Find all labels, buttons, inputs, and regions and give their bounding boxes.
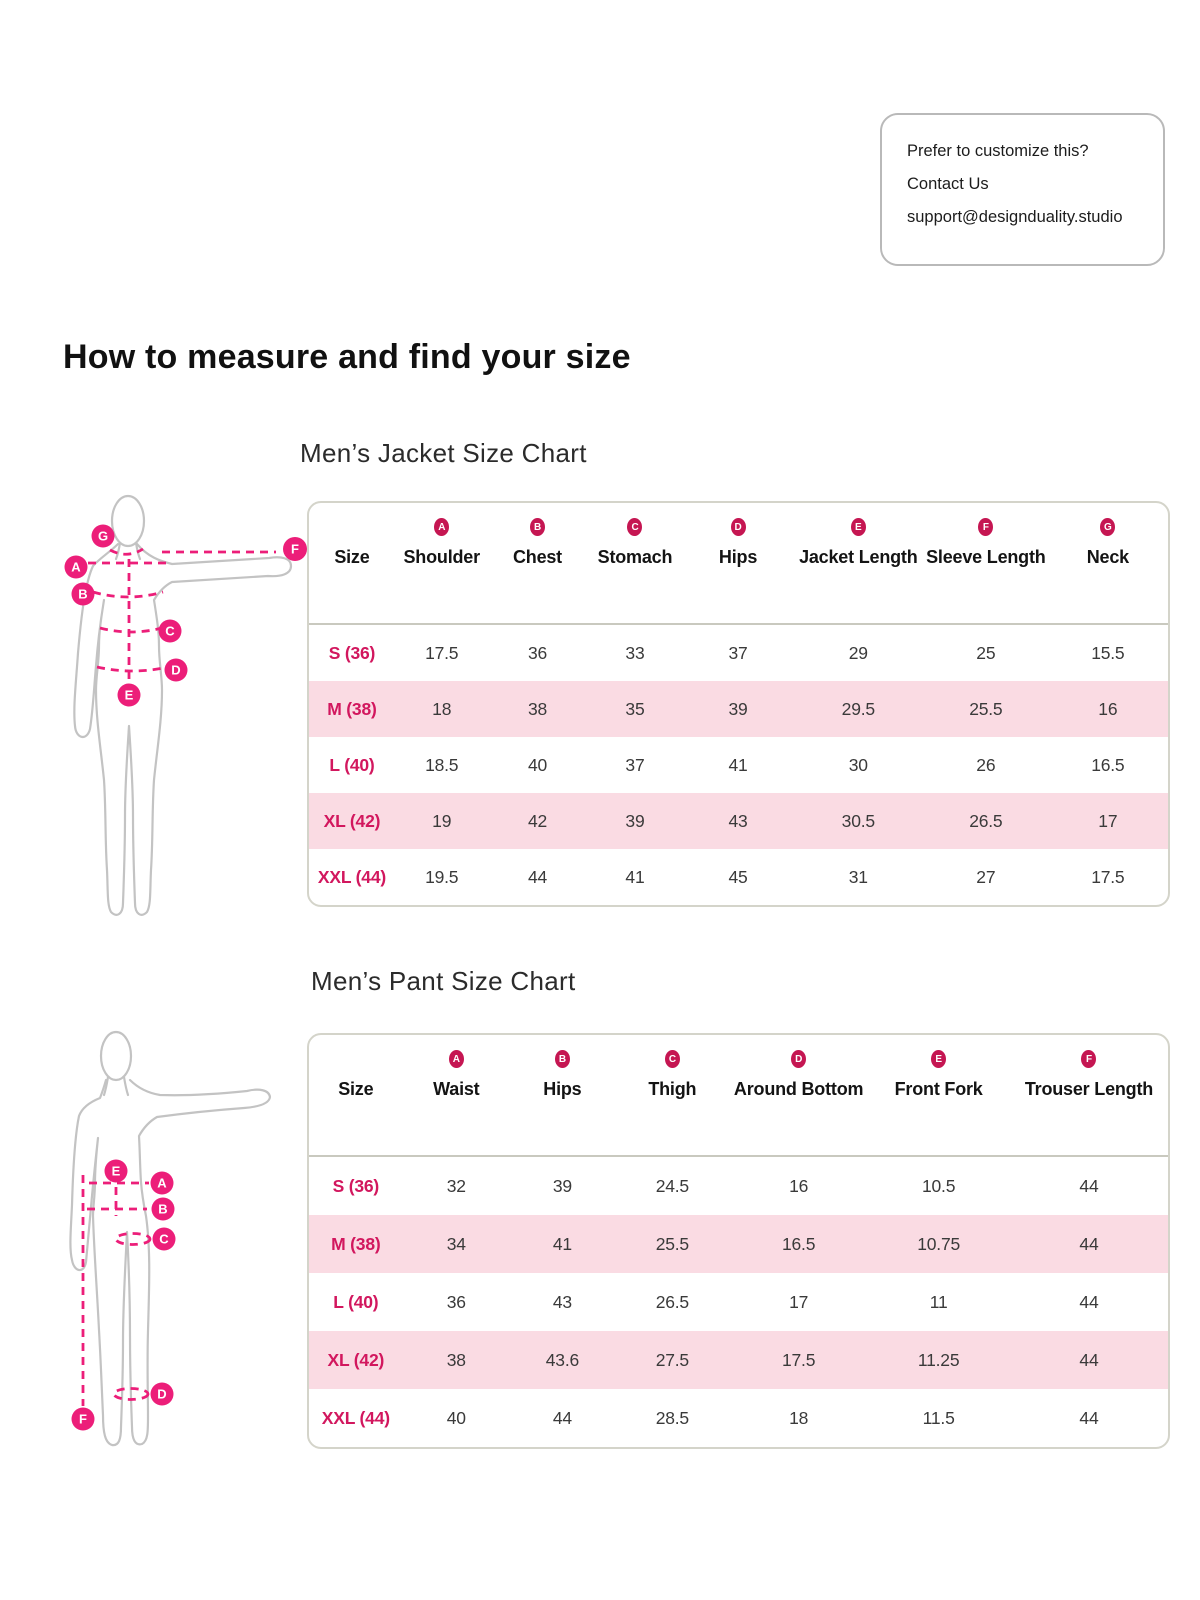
measure-badge-c bbox=[159, 620, 182, 643]
column-label: Front Fork bbox=[894, 1079, 983, 1099]
page-title: How to measure and find your size bbox=[63, 337, 631, 376]
support-email-link[interactable]: support@designduality.studio bbox=[907, 208, 1123, 226]
badge-b-icon: B bbox=[530, 518, 545, 536]
column-header-neck bbox=[1048, 503, 1168, 624]
value-cell: 36 bbox=[527, 642, 548, 663]
value-cell: 24.5 bbox=[655, 1175, 689, 1196]
column-header-waist bbox=[403, 1035, 510, 1156]
column-label: Hips bbox=[718, 547, 758, 567]
measure-badge-a bbox=[151, 1172, 174, 1195]
column-header-hips bbox=[510, 1035, 615, 1156]
column-label: Jacket Length bbox=[799, 547, 918, 567]
value-cell: 44 bbox=[1079, 1407, 1099, 1428]
value-cell: 29.5 bbox=[841, 698, 875, 719]
value-cell: 43 bbox=[728, 810, 748, 831]
measure-badge-e bbox=[118, 684, 141, 707]
value-cell: 35 bbox=[625, 698, 645, 719]
column-header-chest bbox=[489, 503, 587, 624]
measure-badge-b bbox=[72, 583, 95, 606]
size-cell: M (38) bbox=[331, 1233, 381, 1254]
measure-badge-d bbox=[151, 1383, 174, 1406]
pant-size-table bbox=[307, 1033, 1170, 1449]
value-cell: 39 bbox=[552, 1175, 572, 1196]
svg-text:C: C bbox=[165, 623, 175, 639]
value-cell: 33 bbox=[625, 642, 645, 663]
value-cell: 11.25 bbox=[917, 1349, 960, 1370]
svg-text:D: D bbox=[171, 662, 181, 678]
size-cell: L (40) bbox=[329, 754, 375, 775]
jacket-measure-diagram bbox=[40, 478, 310, 923]
badge-e-icon: E bbox=[931, 1050, 946, 1068]
value-cell: 26.5 bbox=[969, 810, 1003, 831]
table-row bbox=[309, 1215, 1168, 1273]
value-cell: 34 bbox=[446, 1233, 466, 1254]
value-cell: 32 bbox=[446, 1175, 466, 1196]
value-cell: 17 bbox=[789, 1291, 809, 1312]
size-cell: XXL (44) bbox=[317, 866, 386, 887]
measure-badge-e bbox=[105, 1160, 128, 1183]
value-cell: 18.5 bbox=[425, 754, 459, 775]
value-cell: 16 bbox=[1098, 698, 1118, 719]
value-cell: 11 bbox=[929, 1291, 948, 1312]
size-cell: L (40) bbox=[333, 1291, 379, 1312]
column-header-stomach bbox=[586, 503, 683, 624]
thigh-measure-ellipse bbox=[116, 1234, 150, 1245]
column-label: Trouser Length bbox=[1024, 1079, 1154, 1099]
value-cell: 44 bbox=[1079, 1349, 1099, 1370]
jacket-chart-title: Men’s Jacket Size Chart bbox=[300, 438, 587, 468]
header-row bbox=[309, 1035, 1168, 1156]
svg-text:B: B bbox=[78, 586, 88, 602]
value-cell: 41 bbox=[552, 1233, 572, 1254]
value-cell: 15.5 bbox=[1091, 642, 1125, 663]
measure-badge-c bbox=[153, 1228, 176, 1251]
value-cell: 45 bbox=[728, 866, 748, 887]
table-row bbox=[309, 681, 1168, 737]
hips-measure-line bbox=[97, 667, 168, 671]
table-row bbox=[309, 624, 1168, 681]
svg-text:F: F bbox=[79, 1411, 87, 1427]
value-cell: 10.5 bbox=[921, 1175, 956, 1196]
pant-size-chart bbox=[309, 1035, 1168, 1447]
value-cell: 16 bbox=[789, 1175, 809, 1196]
value-cell: 40 bbox=[446, 1407, 466, 1428]
column-label: Stomach bbox=[597, 547, 673, 567]
measure-badge-g bbox=[92, 525, 115, 548]
size-cell: XL (42) bbox=[323, 810, 381, 831]
table-row bbox=[309, 1273, 1168, 1331]
table-row bbox=[309, 1331, 1168, 1389]
jacket-size-table bbox=[307, 501, 1170, 907]
size-cell: XL (42) bbox=[327, 1349, 385, 1370]
pant-chart-title: Men’s Pant Size Chart bbox=[311, 966, 576, 996]
svg-text:C: C bbox=[159, 1231, 169, 1247]
value-cell: 43.6 bbox=[545, 1349, 580, 1370]
value-cell: 30.5 bbox=[841, 810, 875, 831]
column-label: Chest bbox=[512, 547, 562, 567]
table-row bbox=[309, 849, 1168, 905]
value-cell: 16.5 bbox=[1091, 754, 1125, 775]
value-cell: 36 bbox=[446, 1291, 466, 1312]
value-cell: 44 bbox=[1079, 1175, 1099, 1196]
jacket-size-chart bbox=[309, 503, 1168, 905]
badge-a-icon: A bbox=[434, 518, 449, 536]
column-header-size bbox=[309, 503, 395, 624]
body-outline bbox=[74, 496, 291, 915]
value-cell: 10.75 bbox=[917, 1233, 961, 1254]
column-label: Neck bbox=[1086, 547, 1129, 567]
size-cell: XXL (44) bbox=[321, 1407, 390, 1428]
value-cell: 26.5 bbox=[655, 1291, 689, 1312]
badge-g-icon: G bbox=[1100, 518, 1115, 536]
column-label: Size bbox=[338, 1079, 374, 1099]
column-header-shoulder bbox=[395, 503, 489, 624]
pant-measure-diagram bbox=[40, 1010, 310, 1460]
value-cell: 44 bbox=[1079, 1233, 1099, 1254]
measure-badge-b bbox=[152, 1198, 175, 1221]
value-cell: 40 bbox=[527, 754, 548, 775]
table-row bbox=[309, 1156, 1168, 1215]
table-row bbox=[309, 1389, 1168, 1447]
measure-lines bbox=[83, 1175, 150, 1406]
value-cell: 25.5 bbox=[969, 698, 1003, 719]
contact-us-label: Contact Us bbox=[907, 175, 989, 193]
column-header-hips bbox=[684, 503, 793, 624]
value-cell: 41 bbox=[625, 866, 645, 887]
size-cell: S (36) bbox=[328, 642, 376, 663]
value-cell: 19.5 bbox=[425, 866, 459, 887]
badge-c-icon: C bbox=[665, 1050, 680, 1068]
svg-text:D: D bbox=[157, 1386, 167, 1402]
column-label: Waist bbox=[433, 1079, 480, 1099]
value-cell: 17 bbox=[1098, 810, 1118, 831]
value-cell: 42 bbox=[527, 810, 548, 831]
value-cell: 41 bbox=[728, 754, 748, 775]
value-cell: 16.5 bbox=[781, 1233, 816, 1254]
badge-a-icon: A bbox=[449, 1050, 464, 1068]
badge-f-icon: F bbox=[978, 518, 993, 536]
value-cell: 43 bbox=[552, 1291, 572, 1312]
column-header-around-bottom bbox=[730, 1035, 867, 1156]
badge-e-icon: E bbox=[851, 518, 866, 536]
svg-text:E: E bbox=[111, 1163, 121, 1179]
value-cell: 27 bbox=[976, 866, 996, 887]
value-cell: 19 bbox=[432, 810, 452, 831]
value-cell: 38 bbox=[446, 1349, 466, 1370]
size-cell: M (38) bbox=[327, 698, 377, 719]
value-cell: 26 bbox=[976, 754, 996, 775]
column-header-thigh bbox=[615, 1035, 730, 1156]
column-label: Sleeve Length bbox=[926, 547, 1046, 567]
badge-b-icon: B bbox=[555, 1050, 570, 1068]
value-cell: 39 bbox=[728, 698, 748, 719]
header-row bbox=[309, 503, 1168, 624]
value-cell: 30 bbox=[848, 754, 868, 775]
size-cell: S (36) bbox=[332, 1175, 380, 1196]
value-cell: 18 bbox=[789, 1407, 809, 1428]
contact-card-question: Prefer to customize this? bbox=[907, 142, 1089, 160]
badge-c-icon: C bbox=[627, 518, 642, 536]
svg-text:A: A bbox=[71, 559, 81, 575]
column-label: Thigh bbox=[648, 1079, 697, 1099]
svg-text:F: F bbox=[291, 541, 299, 557]
value-cell: 28.5 bbox=[655, 1407, 689, 1428]
column-label: Hips bbox=[543, 1079, 582, 1099]
value-cell: 37 bbox=[625, 754, 645, 775]
value-cell: 18 bbox=[432, 698, 452, 719]
measure-badge-d bbox=[165, 659, 188, 682]
column-header-trouser-length bbox=[1010, 1035, 1168, 1156]
svg-text:A: A bbox=[157, 1175, 167, 1191]
svg-text:B: B bbox=[158, 1201, 168, 1217]
badge-d-icon: D bbox=[791, 1050, 806, 1068]
value-cell: 38 bbox=[527, 698, 548, 719]
svg-text:G: G bbox=[97, 528, 109, 544]
column-label: Around Bottom bbox=[733, 1079, 864, 1099]
value-cell: 25 bbox=[976, 642, 996, 663]
measure-badge-a bbox=[65, 556, 88, 579]
value-cell: 17.5 bbox=[425, 642, 459, 663]
value-cell: 39 bbox=[625, 810, 645, 831]
column-label: Shoulder bbox=[403, 547, 480, 567]
value-cell: 11.5 bbox=[922, 1407, 955, 1428]
value-cell: 37 bbox=[728, 642, 748, 663]
measure-badge-f bbox=[72, 1408, 95, 1431]
value-cell: 44 bbox=[1079, 1291, 1099, 1312]
svg-text:E: E bbox=[124, 687, 134, 703]
measure-badge-f bbox=[283, 537, 307, 561]
stomach-measure-line bbox=[100, 628, 162, 632]
column-header-jacket-length bbox=[793, 503, 924, 624]
badge-d-icon: D bbox=[731, 518, 746, 536]
value-cell: 17.5 bbox=[781, 1349, 816, 1370]
table-row bbox=[309, 737, 1168, 793]
column-header-size bbox=[309, 1035, 403, 1156]
contact-card bbox=[880, 113, 1165, 266]
value-cell: 31 bbox=[848, 866, 868, 887]
value-cell: 27.5 bbox=[655, 1349, 689, 1370]
column-label: Size bbox=[334, 547, 370, 567]
value-cell: 29 bbox=[848, 642, 868, 663]
table-row bbox=[309, 793, 1168, 849]
value-cell: 25.5 bbox=[655, 1233, 689, 1254]
badge-f-icon: F bbox=[1081, 1050, 1096, 1068]
column-header-front-fork bbox=[867, 1035, 1010, 1156]
value-cell: 44 bbox=[527, 866, 548, 887]
value-cell: 17.5 bbox=[1091, 866, 1125, 887]
value-cell: 44 bbox=[552, 1407, 572, 1428]
column-header-sleeve-length bbox=[924, 503, 1048, 624]
